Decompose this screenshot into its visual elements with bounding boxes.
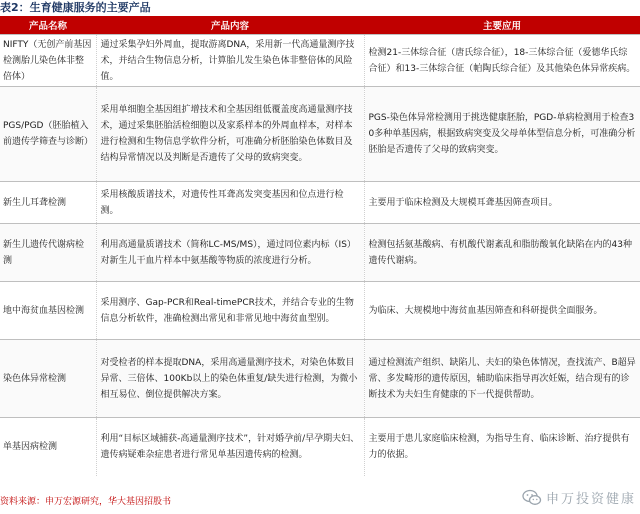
table-header-row: [0, 16, 640, 35]
product-content-cell: 采用单细胞全基因组扩增技术和全基因组低覆盖度高通量测序技术，通过采集胚胎活检细胞以及家系样本的外周血样本，对样本进行检测和生物信息学软件分析，可准确分析胚胎染色体数目及结构异常情况以及判断是否遗传了父母的致病突变。: [96, 87, 364, 182]
watermark: [522, 488, 636, 507]
table-title: 表2：生育健康服务的主要产品: [0, 1, 151, 14]
product-name-cell: 新生儿耳聋检测: [0, 182, 96, 224]
product-content-cell: 采用核酸质谱技术，对遗传性耳聋高发突变基因和位点进行检测。: [96, 182, 364, 224]
table-row: [0, 224, 640, 282]
product-name-cell: 地中海贫血基因检测: [0, 282, 96, 340]
table-row: [0, 340, 640, 418]
product-application-cell: 通过检测流产组织、缺陷儿、夫妇的染色体情况，查找流产、B超异常、多发畸形的遗传原因，辅助临床指导再次妊娠，结合现有的诊断技术为夫妇生育健康的下一代提供帮助。: [364, 340, 640, 418]
product-name-cell: 单基因病检测: [0, 418, 96, 476]
wechat-icon: [522, 489, 542, 507]
header-product-name: 产品名称: [0, 16, 96, 35]
table-row: [0, 418, 640, 476]
table-row: [0, 87, 640, 182]
product-name-cell: NIFTY（无创产前基因检测胎儿染色体非整倍体）: [0, 35, 96, 87]
products-table: [0, 16, 640, 476]
header-main-application: 主要应用: [364, 16, 640, 35]
product-name-cell: 染色体异常检测: [0, 340, 96, 418]
product-application-cell: PGS-染色体异常检测用于挑选健康胚胎，PGD-单病检测用于检查30多种单基因病，根据致病突变及父母单体型信息分析，可准确分析胚胎是否遗传了父母的致病突变。: [364, 87, 640, 182]
product-name-cell: PGS/PGD（胚胎植入前遗传学筛查与诊断）: [0, 87, 96, 182]
product-application-cell: 为临床、大规模地中海贫血基因筛查和科研提供全面服务。: [364, 282, 640, 340]
product-name-cell: 新生儿遗传代谢病检测: [0, 224, 96, 282]
product-application-cell: 检测21-三体综合征（唐氏综合征），18-三体综合征（爱德华氏综合征）和13-三体综合征（帕陶氏综合征）及其他染色体异常疾病。: [364, 35, 640, 87]
product-application-cell: 主要用于临床检测及大规模耳聋基因筛查项目。: [364, 182, 640, 224]
table-row: [0, 182, 640, 224]
source-note: 资料来源：申万宏源研究，华大基因招股书: [0, 497, 172, 507]
product-content-cell: 利用“目标区域捕获-高通量测序技术”，针对婚孕前/早孕期夫妇、遗传病疑难杂症患者进行常见单基因遗传病的检测。: [96, 418, 364, 476]
product-content-cell: 采用测序、Gap-PCR和Real-timePCR技术，并结合专业的生物信息分析软件，准确检测出常见和非常见地中海贫血型别。: [96, 282, 364, 340]
watermark-text: 申万投资健康: [545, 492, 636, 507]
product-content-cell: 通过采集孕妇外周血，提取游离DNA，采用新一代高通量测序技术，并结合生物信息分析，计算胎儿发生染色体非整倍体的风险值。: [96, 35, 364, 87]
product-content-cell: 对受检者的样本提取DNA，采用高通量测序技术，对染色体数目异常、三倍体、100Kb以上的染色体重复/缺失进行检测，为微小相互易位、倒位提供解决方案。: [96, 340, 364, 418]
table-row: [0, 35, 640, 87]
product-application-cell: 检测包括氨基酸病、有机酸代谢紊乱和脂肪酸氧化缺陷在内的43种遗传代谢病。: [364, 224, 640, 282]
product-content-cell: 利用高通量质谱技术（简称LC-MS/MS），通过同位素内标（IS）对新生儿干血片样本中氨基酸等物质的浓度进行分析。: [96, 224, 364, 282]
header-product-content: 产品内容: [96, 16, 364, 35]
product-application-cell: 主要用于患儿家庭临床检测，为指导生育、临床诊断、治疗提供有力的依据。: [364, 418, 640, 476]
table-row: [0, 282, 640, 340]
